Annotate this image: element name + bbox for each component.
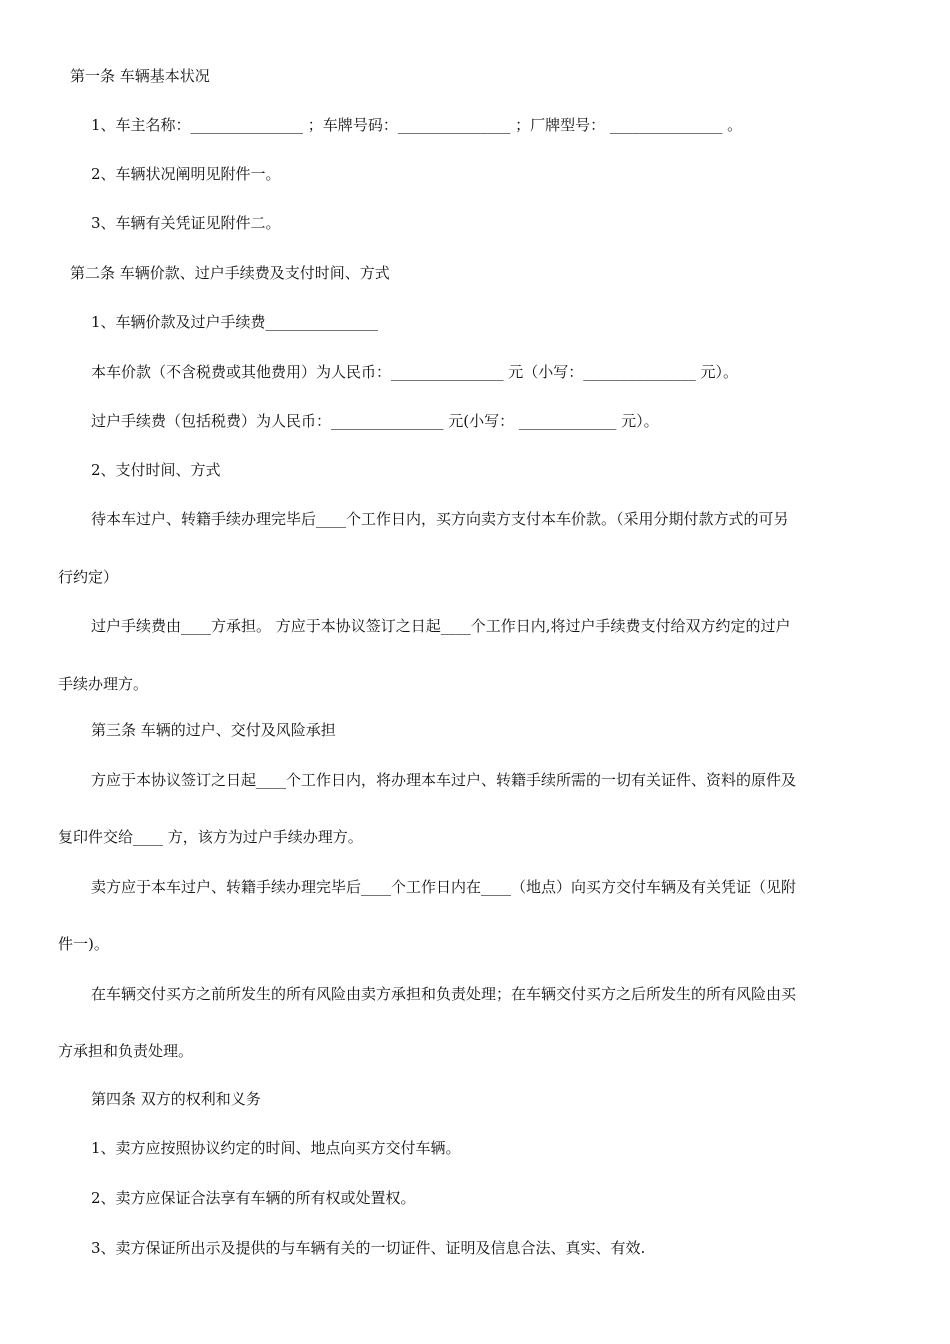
transfer-docs-line-1: 方应于本协议签订之日起____个工作日内，将办理本车过户、转籍手续所需的一切有关证件、资料的原件及 bbox=[91, 771, 797, 789]
fee-bearer-line-1: 过户手续费由____方承担。 方应于本协议签订之日起____个工作日内,将过户手续费支付给双方约定的过户 bbox=[91, 617, 791, 635]
delivery-line-1: 卖方应于本车过户、转籍手续办理完毕后____个工作日内在____（地点）向买方交付车辆及有关凭证（见附 bbox=[91, 878, 797, 896]
article-1-heading: 第一条 车辆基本状况 bbox=[70, 67, 210, 85]
vehicle-price-line: 本车价款（不含税费或其他费用）为人民币：_______________ 元（小写：_______________ 元）。 bbox=[91, 363, 739, 381]
owner-plate-model-line: 1、车主名称：_______________ ；车牌号码：_______________ ；厂牌型号： _______________ 。 bbox=[91, 116, 743, 134]
seller-duty-1: 1、卖方应按照协议约定的时间、地点向买方交付车辆。 bbox=[91, 1139, 461, 1157]
transfer-docs-line-2: 复印件交给____ 方，该方为过户手续办理方。 bbox=[58, 828, 363, 846]
payment-term-line-1: 待本车过户、转籍手续办理完毕后____个工作日内，买方向卖方支付本车价款。（采用分期付款方式的可另 bbox=[91, 510, 789, 528]
payment-term-line-2: 行约定） bbox=[58, 568, 119, 586]
price-fee-line: 1、车辆价款及过户手续费_______________ bbox=[91, 313, 379, 331]
vehicle-condition-line: 2、车辆状况阐明见附件一。 bbox=[91, 165, 281, 183]
risk-line-2: 方承担和负责处理。 bbox=[58, 1042, 194, 1060]
payment-subheading: 2、支付时间、方式 bbox=[91, 461, 221, 479]
risk-line-1: 在车辆交付买方之前所发生的所有风险由卖方承担和负责处理；在车辆交付买方之后所发生的所有风险由买 bbox=[91, 985, 797, 1003]
article-2-heading: 第二条 车辆价款、过户手续费及支付时间、方式 bbox=[70, 264, 390, 282]
fee-bearer-line-2: 手续办理方。 bbox=[58, 675, 149, 693]
article-3-heading: 第三条 车辆的过户、交付及风险承担 bbox=[91, 721, 336, 739]
seller-duty-3: 3、卖方保证所出示及提供的与车辆有关的一切证件、证明及信息合法、真实、有效. bbox=[91, 1239, 646, 1257]
seller-duty-2: 2、卖方应保证合法享有车辆的所有权或处置权。 bbox=[91, 1189, 416, 1207]
transfer-fee-line: 过户手续费（包括税费）为人民币：_______________ 元(小写： _____________ 元）。 bbox=[91, 412, 659, 430]
vehicle-documents-line: 3、车辆有关凭证见附件二。 bbox=[91, 214, 281, 232]
article-4-heading: 第四条 双方的权利和义务 bbox=[91, 1090, 261, 1108]
delivery-line-2: 件一)。 bbox=[58, 935, 109, 953]
